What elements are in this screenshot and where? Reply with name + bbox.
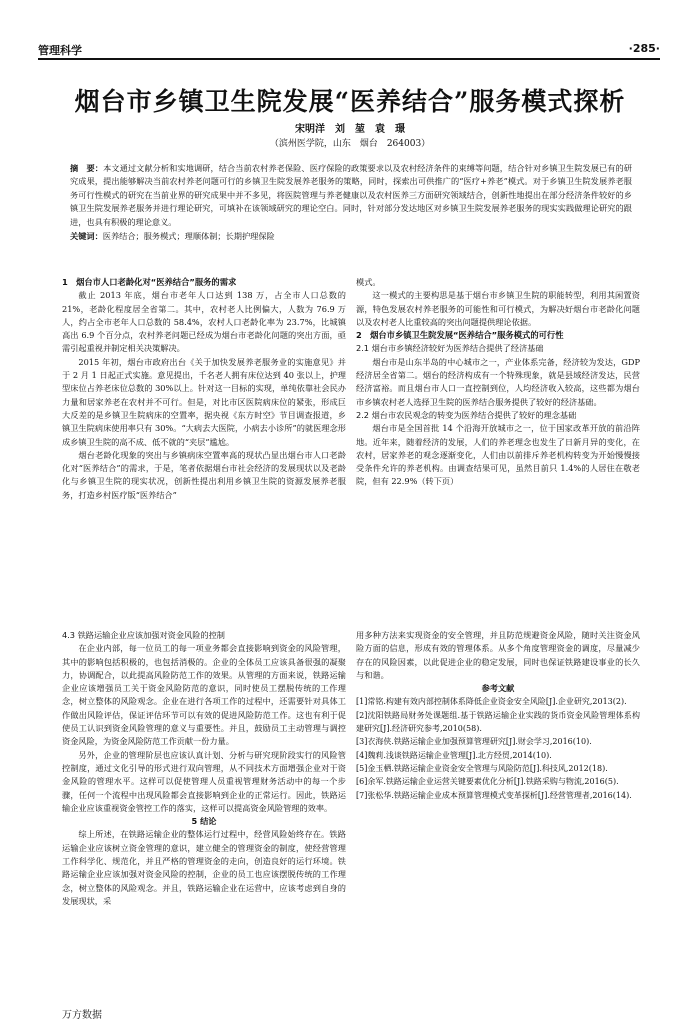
reference-item: [4]魏莉.浅谈铁路运输企业管理[J].北方经贸,2014(10). (356, 750, 552, 760)
authors: 宋明洋 刘 堃 袁 璟 (295, 124, 405, 135)
keywords-text: 医养结合；服务模式；理顺体制；长期护理保险 (102, 231, 275, 241)
paragraph: 烟台市是山东半岛的中心城市之一，产业体系完备，经济较为发达，GDP 经济居全省第二。烟台的经济构成有一个特殊现象，就是县域经济发达，民营经济富裕。而且烟台市人口一直控制到位，人均经济收入较高，这些都为烟台市乡镇农村老人选择卫生院的医养结合服务提供了较好的经济基础。 (356, 356, 640, 407)
abstract (70, 162, 632, 229)
paragraph: 烟台市是全国首批 14 个沿海开放城市之一，位于国家改革开放的前沿阵地。近年来，随着经济的发展，人们的养老理念也发生了日新月异的变化，在农村，居家养老的观念逐渐变化，人们由以前排斥养老机构转变为开始慢慢接受条件允许的养老机构。由调查结果可见，虽然目前只 1.4%的人居住在敬老院，但有 22.9%（转下页） (356, 423, 640, 487)
abstract-label: 摘 要： (70, 163, 104, 173)
journal-name: 管理科学 (38, 44, 82, 57)
paragraph: 烟台老龄化现象的突出与乡镇病床空置率高的现状凸显出烟台市人口老龄化对“医养结合”的需求，于是，笔者依据烟台市社会经济的发展现状以及老龄化与乡镇卫生院的现实状况，创新性提出利用乡镇卫生院的资源发展养老服务，打造乡村医疗版“医养结合” (62, 449, 346, 500)
conclusion-heading: 5 结论 (191, 816, 217, 827)
column-bottom-left (62, 629, 346, 908)
paragraph: 在企业内部，每一位员工的每一项业务都会直接影响到资金的风险管理，其中的影响包括积极的，也包括消极的。企业的全体员工应该具备很强的凝聚力，协调配合，以此提高风险防范工作的效果。从管理的方面来说，铁路运输企业应该增强员工关于资金风险防范的意识，同时使员工摆脱传统的工作理念，树立整体的风险观念。企业在进行各项工作的过程中，还需要针对具体工作做出风险评估，保证评估环节可以有效的促进风险防范工作。这也有利于促使员工认识到资金风险管理的意义与重要性。并且，鼓励员工主动管理与调控资金风险，为资金风险防范工作贡献一份力量。 (62, 643, 346, 747)
references-heading: 参考文献 (481, 683, 515, 694)
subsection-2-1-heading: 2.1 烟台市乡镇经济较好为医养结合提供了经济基础 (356, 343, 544, 354)
reference-item: [5]金玉栖.铁路运输企业资金安全管理与风险防范[J].科技风,2012(18). (356, 763, 608, 773)
paragraph: 用多种方法来实现资金的安全管理，并且防范规避资金风险，随时关注资金风险方面的信息，形成有效的管理体系。从多个角度管理资金的调度，尽量减少存在的风险因素，以此促进企业的稳定发展，同时也保证铁路建设事业的长久与和谐。 (356, 630, 640, 680)
reference-item: [3]衣海侠.铁路运输企业加强预算管理研究[J].财会学习,2016(10). (356, 737, 592, 747)
affiliation: （滨州医学院，山东 烟台 264003） (269, 139, 431, 149)
paragraph: 2015 年初，烟台市政府出台《关于加快发展养老服务业的实施意见》并于 2 月 1 日起正式实施。意见提出，千名老人拥有床位达到 40 张以上，护理型床位占养老床位总数的 30%以上。针对这一目标的实现，单纯依靠社会民办力量和居家养老在农村并不可行。但是，对比市区医院病床位的紧张，形成巨大反差的是乡镇卫生院病床的空置率，据央视《东方时空》节目调查报道，乡镇卫生院病床使用率只有 30%。“大病去大医院，小病去小诊所”的就医理念形成乡镇卫生院的高不成、低不就的“夹层”尴尬。 (62, 356, 346, 447)
section-1-heading: 1 烟台市人口老龄化对“医养结合”服务的需求 (62, 277, 237, 287)
paragraph: 综上所述，在铁路运输企业的整体运行过程中，经营风险始终存在。铁路运输企业应该树立资金管理的意识，建立健全的管理资金的制度，使经营管理工作科学化、规范化，并且严格的管理资金的走向，创造良好的运行环境。铁路运输企业应该加强对资金风险的控制，企业的员工也应该摆脱传统的工作理念，树立整体的风险观念。并且，铁路运输企业在运营中，应该考虑到自身的发展现状，采 (62, 829, 346, 906)
subsection-2-2-heading: 2.2 烟台市农民观念的转变为医养结合提供了较好的理念基础 (356, 409, 577, 420)
reference-item: [1]常铭.构建有效内部控制体系降低企业资金安全风险[J].企业研究,2013(2). (356, 697, 627, 707)
article-title: 烟台市乡镇卫生院发展“医养结合”服务模式探析 (74, 87, 626, 116)
header-rule (38, 58, 660, 60)
reference-item: [2]沈阳铁路局财务处课题组.基于铁路运输企业实践的货币资金风险管理体系构建研究[J].经济研究参考,2010(58). (356, 710, 640, 734)
column-bottom-right (356, 629, 640, 802)
section-4-3-heading: 4.3 铁路运输企业应该加强对资金风险的控制 (62, 630, 225, 640)
column-top-right (356, 276, 640, 489)
reference-item: [7]张松华.铁路运输企业成本预算管理模式变革探析[J].经营管理者,2016(14). (356, 790, 632, 800)
keywords (70, 230, 632, 243)
footer-watermark: 万方数据 (62, 1010, 102, 1021)
abstract-text: 本文通过文献分析和实地调研，结合当前农村养老保险、医疗保险的政策要求以及农村经济条件的束缚等问题，结合针对乡镇卫生院发展已有的研究成果，提出能够解决当前农村养老问题可行的乡镇卫生院发展养老服务的策略，同时，探索出可供推广的“医疗+养老”模式。对于乡镇卫生院发展养老服务可行性模式的研究在当前业界的研究成果中并不多见，将医院管理与养老健康以及农村医养三方面研究领域结合，创新性地提出在部分经济条件较好的乡镇卫生院发展养老服务并进行理论研究，可填补在该领域研究的理论空白。同时，针对部分发达地区对乡镇卫生院发展养老服务的现实实践做理论研究的跟进，也具有积极的理论意义。 (70, 163, 632, 227)
paragraph: 另外，企业的管理阶层也应该认真计划、分析与研究现阶段实行的风险管控制度，通过文化引导的形式进行双向管理，从不同技术方面增强企业对于资金风险的管理水平。这样可以促使管理人员重视管理财务活动中的每一个步骤，任何一个流程中出现风险都会直接影响到企业的正常运行。因此，铁路运输企业应该重视资金管控工作的落实，这样可以提高资金风险管理的效率。 (62, 749, 346, 813)
reference-item: [6]余军.铁路运输企业运营关键要素优化分析[J].铁路采购与物流,2016(5). (356, 777, 619, 787)
paragraph: 这一模式的主要构思是基于烟台市乡镇卫生院的职能转型，利用其闲置资源，特色发展农村养老服务的可能性和可行模式，为解决好烟台市老龄化问题以及农村老人比重较高的突出问题提供理论依据。 (356, 290, 640, 327)
keywords-label: 关键词： (70, 231, 103, 241)
section-2-heading: 2 烟台市乡镇卫生院发展“医养结合”服务模式的可行性 (356, 330, 564, 341)
column-top-left (62, 276, 346, 502)
paragraph: 模式。 (356, 277, 381, 287)
page-number: ·285· (628, 42, 660, 55)
paragraph: 截止 2013 年底，烟台市老年人口达到 138 万，占全市人口总数的 21%，老龄化程度居全省第二。其中，农村老人比例偏大，人数为 76.9 万人，约占全市老年人口总数的 58.4%，农村人口老龄化率为 23.7%，比城镇高出 6.9 个百分点，农村养老问题已经成为烟台市老龄化问题的突出方面，亟需引起重视并制定相关决策解决。 (62, 290, 346, 354)
